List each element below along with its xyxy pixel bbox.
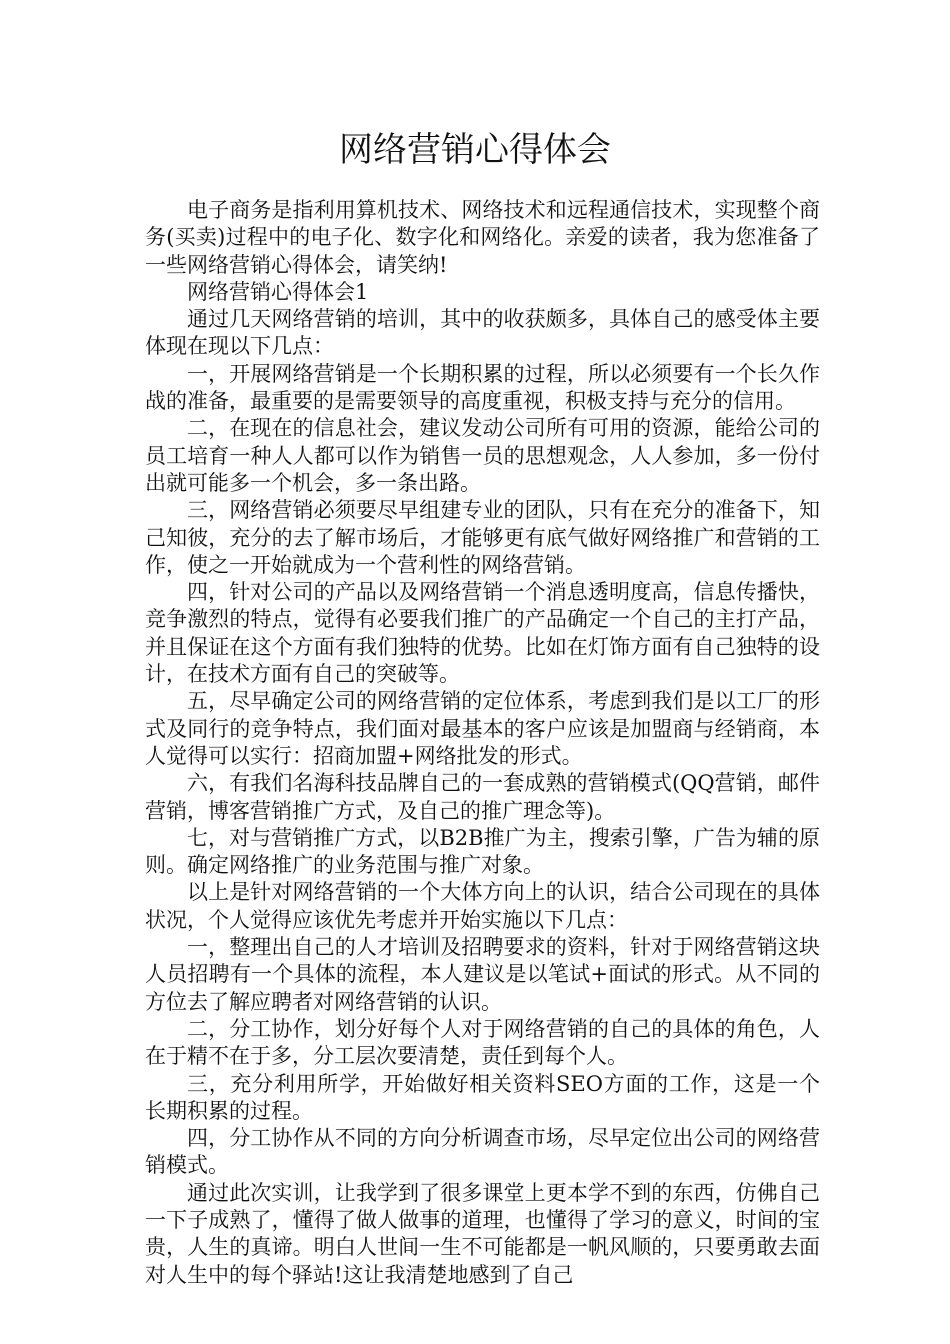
- document-body: [145, 197, 820, 1289]
- paragraph: 四，针对公司的产品以及网络营销一个消息透明度高，信息传播快，竞争激烈的特点，觉得有必要我们推广的产品确定一个自己的主打产品，并且保证在这个方面有我们独特的优势。比如在灯饰方面有自己独特的设计，在技术方面有自己的突破等。: [145, 580, 820, 687]
- paragraph-intro: 电子商务是指利用算机技术、网络技术和远程通信技术，实现整个商务(买卖)过程中的电子化、数字化和网络化。亲爱的读者，我为您准备了一些网络营销心得体会，请笑纳!: [145, 198, 820, 277]
- paragraph: 六，有我们名海科技品牌自己的一套成熟的营销模式(QQ营销，邮件营销，博客营销推广方式，及自己的推广理念等)。: [145, 771, 820, 823]
- paragraph: 二，分工协作，划分好每个人对于网络营销的自己的具体的角色，人在于精不在于多，分工层次要清楚，责任到每个人。: [145, 1016, 820, 1069]
- paragraph: 三，充分利用所学，开始做好相关资料SEO方面的工作，这是一个长期积累的过程。: [145, 1071, 820, 1123]
- page-title: 网络营销心得体会: [339, 130, 611, 170]
- paragraph: 二，在现在的信息社会，建议发动公司所有可用的资源，能给公司的员工培育一种人人都可以作为销售一员的思想观念，人人参加，多一份付出就可能多一个机会，多一条出路。: [145, 416, 820, 495]
- paragraph: 通过几天网络营销的培训，其中的收获颇多，具体自己的感受体主要体现在现以下几点：: [145, 307, 820, 359]
- section-heading: 网络营销心得体会1: [187, 279, 369, 304]
- paragraph: 四，分工协作从不同的方向分析调查市场，尽早定位出公司的网络营销模式。: [145, 1126, 820, 1178]
- paragraph: 通过此次实训，让我学到了很多课堂上更本学不到的东西，仿佛自己一下子成熟了，懂得了做人做事的道理，也懂得了学习的意义，时间的宝贵，人生的真谛。明白人世间一生不可能都是一帆风顺的，只要勇敢去面对人生中的每个驿站!这让我清楚地感到了自己: [145, 1180, 820, 1287]
- paragraph: 五，尽早确定公司的网络营销的定位体系，考虑到我们是以工厂的形式及同行的竞争特点，我们面对最基本的客户应该是加盟商与经销商，本人觉得可以实行：招商加盟+网络批发的形式。: [145, 689, 820, 768]
- paragraph: 七，对与营销推广方式，以B2B推广为主，搜索引擎，广告为辅的原则。确定网络推广的业务范围与推广对象。: [145, 825, 820, 878]
- paragraph: 一，整理出自己的人才培训及招聘要求的资料，针对于网络营销这块人员招聘有一个具体的流程，本人建议是以笔试+面试的形式。从不同的方位去了解应聘者对网络营销的认识。: [145, 935, 820, 1014]
- paragraph: 以上是针对网络营销的一个大体方向上的认识，结合公司现在的具体状况，个人觉得应该优先考虑并开始实施以下几点：: [145, 880, 820, 932]
- paragraph: 一，开展网络营销是一个长期积累的过程，所以必须要有一个长久作战的准备，最重要的是需要领导的高度重视，积极支持与充分的信用。: [145, 361, 820, 414]
- paragraph: 三，网络营销必须要尽早组建专业的团队，只有在充分的准备下，知己知彼，充分的去了解市场后，才能够更有底气做好网络推广和营销的工作，使之一开始就成为一个营利性的网络营销。: [145, 498, 820, 577]
